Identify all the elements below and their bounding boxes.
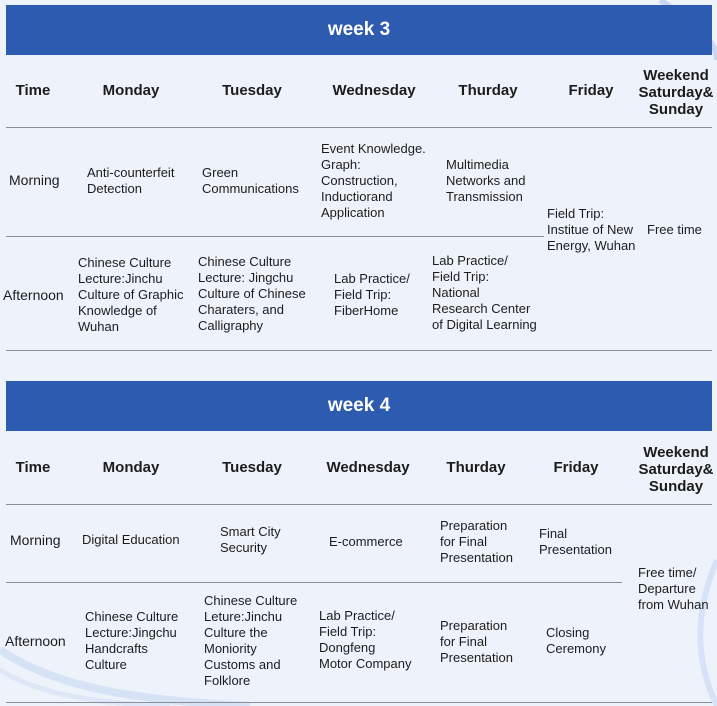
cell-text [319,608,411,672]
header-tuesday: Tuesday [222,458,282,476]
week4-morning-label: Morning [10,532,61,548]
week4-morning-wednesday [329,532,419,552]
cell-line: Ceremony [546,641,606,656]
week3-divider-bottom [6,350,712,351]
cell-line: National [432,285,480,300]
cell-line: Field Trip: [334,287,392,302]
header-tuesday: Tuesday [222,81,282,99]
cell-line: Free time [647,222,702,237]
cell-line: Preparation [440,618,508,633]
cell-line: Detection [87,181,142,196]
header-friday: Friday [568,81,614,99]
week3-morning-thursday [446,153,546,209]
cell-line: Field Trip: [432,269,490,284]
cell-text [446,157,525,205]
cell-line: E-commerce [329,534,403,549]
cell-line: Departure [638,581,696,596]
cell-line: Institue of New [547,222,633,237]
cell-line: Folklore [204,673,251,688]
cell-line: Lecture: Jingchu [198,270,294,285]
cell-line: Presentation [440,650,513,665]
header-time: Time [15,458,51,476]
week4-title: week 4 [327,395,391,416]
header-thursday: Thurday [458,81,518,99]
cell-line: Presentation [539,542,612,557]
cell-text [329,534,403,550]
cell-line: Chinese Culture [78,255,172,270]
cell-line: Event Knowledge. [321,141,426,156]
cell-text [647,222,702,238]
week3-afternoon-tuesday [198,253,316,335]
week3-afternoon-wednesday [334,270,430,320]
week3-friday-allday [547,200,639,260]
cell-text [85,609,178,673]
header-thursday: Thurday [446,458,506,476]
cell-line: Field Trip: [547,206,605,221]
week3-morning-wednesday [321,141,441,221]
week4-morning-thursday [440,516,530,568]
cell-line: Chinese Culture [204,593,298,608]
week3-afternoon-monday [78,254,194,336]
cell-line: Preparation [440,518,508,533]
cell-line: Green [202,165,239,180]
week4-divider-middle [6,582,622,583]
cell-line: from Wuhan [638,597,709,612]
week4-morning-monday [82,530,194,550]
week4-banner [6,381,712,431]
cell-text [546,625,606,657]
week4-afternoon-thursday [440,616,530,668]
cell-text [321,141,426,221]
cell-line: Lab Practice/ [334,271,410,286]
header-monday: Monday [102,458,160,476]
cell-line: Motor Company [319,656,412,671]
cell-text [539,526,612,558]
cell-line: Chinese Culture [198,254,292,269]
cell-text [87,165,174,197]
cell-line: Chinese Culture [85,609,179,624]
week4-morning-friday [539,524,629,560]
cell-line: Lecture:Jingchu [85,625,177,640]
week4-afternoon-friday [546,623,626,659]
cell-line: Anti-counterfeit [87,165,175,180]
cell-line: for Final [440,534,487,549]
cell-line: Security [220,540,267,555]
cell-line: Calligraphy [198,318,264,333]
cell-line: Graph: [321,157,361,172]
cell-line: Moniority [204,641,257,656]
week3-weekend-allday [647,220,717,240]
cell-line: Dongfeng [319,640,376,655]
header-wednesday: Wednesday [326,458,410,476]
week4-weekend-allday [638,563,716,615]
cell-line: Inductiorand [321,189,393,204]
week3-morning-label: Morning [9,172,60,188]
cell-text [638,565,709,613]
cell-line: Networks and [446,173,526,188]
week3-banner [6,5,712,55]
cell-line: Construction, [321,173,398,188]
week4-morning-tuesday [220,522,310,558]
cell-line: Communications [202,181,299,196]
cell-line: FiberHome [334,303,399,318]
cell-line: Wuhan [78,319,119,334]
cell-line: Digital Education [82,532,180,547]
cell-line: Customs and [204,657,281,672]
week3-afternoon-label: Afternoon [3,287,64,303]
cell-line: Application [321,205,385,220]
week4-afternoon-wednesday [319,607,423,673]
week3-morning-monday [87,158,197,204]
cell-text [220,524,281,556]
header-wednesday: Wednesday [332,81,416,99]
cell-line: Field Trip: [319,624,377,639]
cell-line: Energy, Wuhan [547,238,636,253]
header-weekend: Weekend Saturday& Sunday [638,443,714,495]
cell-text [204,593,297,689]
header-weekend: Weekend Saturday& Sunday [638,66,714,118]
cell-text [440,618,513,666]
cell-line: Culture of Graphic [78,287,184,302]
cell-line: Final [539,526,568,541]
week3-divider-middle [6,236,544,237]
cell-line: Lab Practice/ [319,608,395,623]
cell-line: Lecture:Jinchu [78,271,163,286]
cell-line: Charaters, and [198,302,284,317]
cell-line: Knowledge of [78,303,157,318]
cell-line: Culture [85,657,127,672]
cell-text [547,206,635,254]
cell-line: of Digital Learning [432,317,537,332]
cell-text [334,271,410,319]
cell-line: Research Center [432,301,531,316]
week3-morning-tuesday [202,158,312,204]
week4-divider-top [6,504,712,505]
week3-divider-top [6,127,712,128]
cell-text [202,165,299,197]
cell-line: Multimedia [446,157,509,172]
cell-text [78,255,184,335]
cell-text [432,253,537,333]
week4-divider-bottom [6,702,712,703]
cell-line: Transmission [446,189,523,204]
cell-line: Culture the [204,625,268,640]
cell-text [198,254,306,334]
cell-text [440,518,513,566]
header-monday: Monday [102,81,160,99]
cell-line: Leture:Jinchu [204,609,283,624]
week3-title: week 3 [327,19,391,40]
week4-afternoon-label: Afternoon [5,633,66,649]
cell-text [82,532,180,548]
header-friday: Friday [553,458,599,476]
cell-line: Smart City [220,524,281,539]
cell-line: Lab Practice/ [432,253,508,268]
week3-afternoon-thursday [432,252,550,334]
cell-line: Presentation [440,550,513,565]
week4-afternoon-monday [85,608,197,674]
cell-line: Closing [546,625,590,640]
header-time: Time [15,81,51,99]
cell-line: Handcrafts [85,641,148,656]
cell-line: Free time/ [638,565,697,580]
week4-afternoon-tuesday [204,592,316,690]
cell-line: for Final [440,634,487,649]
cell-line: Culture of Chinese [198,286,306,301]
